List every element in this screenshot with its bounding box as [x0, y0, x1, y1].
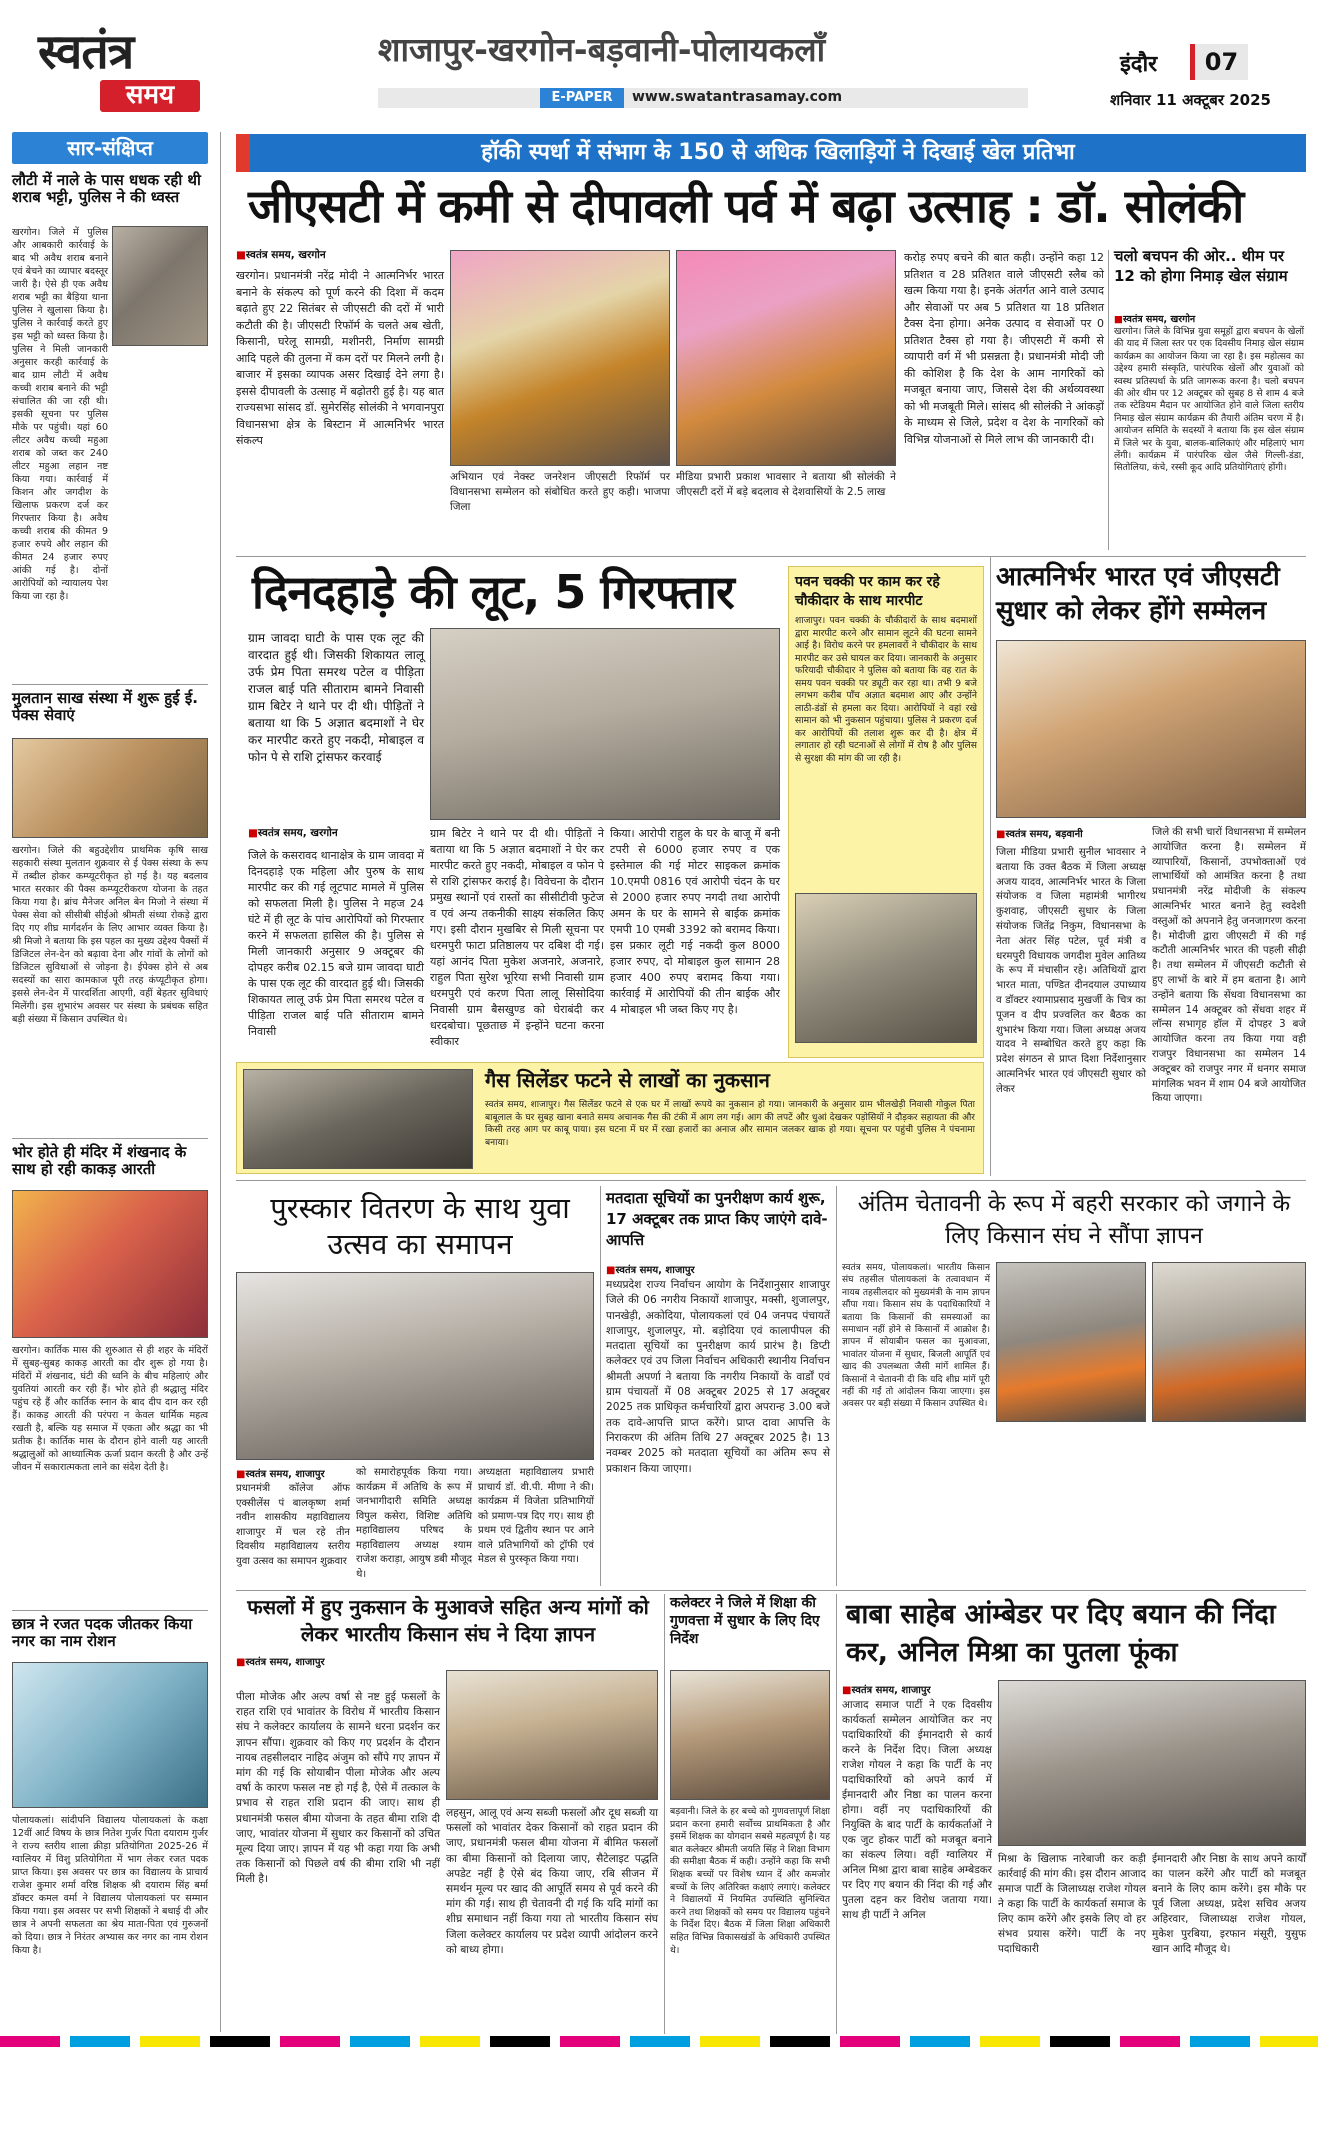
nimad-khel-byline: ■ स्वतंत्र समय, खरगोन [1114, 312, 1195, 325]
fasal-photo [446, 1670, 658, 1800]
sidebar-photo-medal [12, 1662, 208, 1808]
ambedkar-col-2: मिश्रा के खिलाफ नारेबाजी कर कड़ी कार्रवाई की मांग की। इस दौरान आजाद समाज पार्टी के जिलाध्यक्ष राजेश गोयल ने कहा कि पार्टी के कार्यकर्ता समाज के लिए काम करेंगे और इसके लिए वो हर संभव प्रयास करेंगे। पार्टी के नए पदाधिकारी [998, 1853, 1146, 1955]
ambedkar-col-1: आजाद समाज पार्टी ने एक दिवसीय कार्यकर्ता सम्मेलन आयोजित कर नए पदाधिकारियों की ईमानदारी से कार्य करने के निर्देश दिए। जिला अध्यक्ष राजेश गोयल ने कहा कि पार्टी के नए पदाधिकारियों को अपने कार्य में ईमानदारी और निष्ठा का पालन करना होगा। वहीं नए पदाधिकारियों की नियुक्ति के बाद पार्टी के कार्यकर्ताओं ने एक जुट होकर पार्टी को मजबूत बनाने का संकल्प लिया। वहीं ग्वालियर में अनिल मिश्रा द्वारा बाबा साहेब अम्बेडकर पर दिए गए बयान की निंदा की गई और पुतला दहन कर विरोध जताया गया। साथ ही पार्टी ने अनिल [842, 1699, 992, 1921]
lead-photo-rally [676, 250, 896, 466]
power-text: शाजापुर। पवन चक्की के चौकीदारों के साथ बदमाशों द्वारा मारपीट करने और सामान लूटने की घटना सामने आई है। विरोध करने पर हमलावरों ने चौकीदार के साथ मारपीट कर उसे घायल कर दिया। जानकारी के अनुसार फरियादी चौकीदार ने पुलिस को बताया कि वह रात के समय पवन चक्की पर ड्यूटी कर रहा था। तभी 9 बजे लगभग करीब पाँच अज्ञात बदमाश आए और उन्होंने लाठी-डंडों से हमला कर दिया। आरोपियों ने वहां रखे सामान को भी नुकसान पहुंचाया। पुलिस ने प्रकरण दर्ज कर आरोपियों की तलाश शुरू कर दी है। क्षेत्र में लगातार हो रही घटनाओं से लोगों में रोष है और पुलिस से सुरक्षा की मांग की जा रही है। [795, 615, 977, 764]
puraskar-headline: पुरस्कार वितरण के साथ युवा उत्सव का समापन [270, 1191, 570, 1261]
loot-col-3: किया। आरोपी राहुल के घर के बाजू में बनी टपरी से 6000 हजार रुपए व एक इस्तेमाल की गई मोटर साइकल क्रमांक 10.एमपी 0816 एवं आरोपी चंदन के घर से 2000 हजार रुपए नगदी तथा आरोपी अमन के घर के सामने से बाईक क्रमांक एमपी 10 एमबी 3392 को बरामद किया। इस प्रकार लूटी गई नकदी कुल 8000 हजार रुपए, दो मोबाइल कुल सामान 28 हजार 400 रुपए बरामद किया गया। कार्रवाई में आरोपियों की तीन बाईक और 4 मोबाइल भी जब्त किए गए है। [610, 827, 780, 1016]
fasal-byline: ■ स्वतंत्र समय, शाजापुर [236, 1654, 325, 1668]
puraskar-col-2: को समारोहपूर्वक किया गया। कार्यक्रम में अतिथि के रूप में जनभागीदारी समिति अध्यक्ष विपुल कसेरा, विशिष्ट अतिथि महाविद्यालय परिषद के महाविद्यालय अध्यक्ष श्याम राजेश कराड़ा, आयुष डबी मौजूद थे। [356, 1467, 472, 1580]
shiksha-text: बड़वानी। जिले के हर बच्चे को गुणवत्तापूर्ण शिक्षा प्रदान करना हमारी सर्वोच्च प्राथमिकता है और इसमें शिक्षक का योगदान सबसे महत्वपूर्ण है। यह बात कलेक्टर श्रीमती जयति सिंह ने शिक्षा विभाग की समीक्षा बैठक में कही। उन्होंने कहा कि सभी शिक्षक बच्चों पर विशेष ध्यान दें और कमजोर बच्चों के लिए अतिरिक्त कक्षाएं लगाएं। कलेक्टर ने विद्यालयों में नियमित उपस्थिति सुनिश्चित करने तथा शिक्षकों को समय पर विद्यालय पहुंचने के निर्देश दिए। बैठक में जिला शिक्षा अधिकारी सहित विभिन्न विकासखंडों के अधिकारी उपस्थित थे। [670, 1806, 830, 1956]
lead-byline: ■ स्वतंत्र समय, खरगोन [236, 248, 326, 262]
fasal-col-2: लहसुन, आलू एवं अन्य सब्जी फसलों और दूध सब्जी या फसलों को भावांतर देकर किसानों को राहत प्रदान की जाए, प्रधानमंत्री फसल बीमा योजना में बीमित फसलों का बीमा किसानों को दिलाया जाए, सैटेलाइट पद्धति अपडेट नहीं है ऐसे बंद किया जाए, रबि सीजन में समर्थन मूल्य पर खाद की आपूर्ति समय से पूर्व करने की मांग की गई। साथ ही चेतावनी दी गई कि यदि मांगों का शीघ्र समाधान नहीं किया गया तो भारतीय किसान संघ जिला कलेक्टर कार्यालय पर प्रदेश व्यापी आंदोलन करने को बाध्य होगा। [446, 1807, 658, 1956]
matdata-text: मध्यप्रदेश राज्य निर्वाचन आयोग के निर्देशानुसार शाजापुर जिले की 06 नगरीय निकायों शाजापुर, मक्सी, शुजालपुर, पानखेड़ी, अकोदिया, पोलायकलां एवं 04 जनपद पंचायतें शाजापुर, शुजालपुर, मो. बड़ोदिया एवं कालापीपल की मतदाता सूचियों का पुनरीक्षण कार्य प्रारंभ है। डिप्टी कलेक्टर एवं उप जिला निर्वाचन अधिकारी स्थानीय निर्वाचन श्रीमती अपर्णा ने बताया कि नगरीय निकायों के वार्डों एवं ग्राम पंचायतों में 08 अक्टूबर 2025 से 17 अक्टूबर 2025 तक प्राधिकृत कर्मचारियों द्वारा अपरान्ह 3.00 बजे तक दावे-आपत्ति प्राप्त करेंगे। प्राप्त दावा आपत्ति के निराकरण की अंतिम तिथि 27 अक्टूबर 2025 है। 13 नवम्बर 2025 को मतदाता सूचियों का अंतिम रूप से प्रकाशन किया जाएगा। [606, 1279, 830, 1475]
puraskar-col-1: प्रधानमंत्री कॉलेज ऑफ एक्सीलेंस पं बालकृष्ण शर्मा नवीन शासकीय महाविद्यालय शाजापुर में चल रहे तीन दिवसीय महाविद्यालय स्तरीय युवा उत्सव का समापन शुक्रवार [236, 1483, 350, 1567]
nimad-khel-text: खरगोन। जिले के विभिन्न युवा समूहों द्वारा बचपन के खेलों की याद में जिला स्तर पर एक दिवसीय निमाड़ खेल संग्राम कार्यक्रम का आयोजन किया जा रहा है। इस महोत्सव का उद्देश्य हमारी संस्कृति, पारंपरिक खेलों और युवाओं को स्वस्थ प्रतिस्पर्धा के प्रति जागरूक करना है। चलो बचपन की ओर थीम पर 12 अक्टूबर को सुबह 8 से शाम 4 बजे तक स्टेडियम मैदान पर आयोजित होने वाले जिला स्तरीय निमाड़ खेल संग्राम कार्यक्रम की तैयारी अंतिम चरण में है। आयोजन समिति के सदस्यों ने बताया कि इस खेल संग्राम में जिले भर के युवा, बालक-बालिकाएं और महिलाएं भाग लेंगी। कार्यक्रम में पारंपरिक खेल जैसे गिल्ली-डंडा, सितोलिया, कंचे, रस्सी कूद आदि प्रतियोगिताएं होंगी। [1114, 326, 1304, 474]
sidebar-story-1-text: खरगोन। जिले में पुलिस और आबकारी कार्रवाई के बाद भी अवैध शराब बनाने एवं बेचने का व्यापार बदस्तूर जारी है। ऐसे ही एक अवैध शराब भट्टी का बैड़िया थाना पुलिस ने खुलासा किया है। पुलिस ने कार्रवाई करते हुए इस भट्टी को ध्वस्त किया है। पुलिस ने मिली जानकारी अनुसार करही कार्रवाई के बाद ग्राम लौटी में अवैध कच्ची शराब बनाने की भट्टी संचालित की जा रही थी। इसकी सूचना पर पुलिस मौके पर पहुंची। यहां 60 लीटर अवैध कच्ची महुआ शराब को जब्त कर 240 लीटर महुआ लहान नष्ट किया गया। कार्रवाई में किशन और जगदीश के खिलाफ प्रकरण दर्ज कर गिरफ्तार किया है। अवैध कच्ची शराब की कीमत 9 हजार रुपये और लहान की कीमत 24 हजार रुपए आंकी गई है। दोनों आरोपियों को न्यायालय पेश किया जा रहा है। [12, 227, 108, 602]
gas-box [236, 1062, 984, 1174]
kisan-sangh-text: स्वतंत्र समय, पोलायकलां। भारतीय किसान संघ तहसील पोलायकलां के तत्वावधान में नायब तहसीलदार को मुख्यमंत्री के नाम ज्ञापन सौंपा गया। किसान संघ के पदाधिकारियों ने बताया कि किसानों की समस्याओं का समाधान नहीं होने से किसानों में आक्रोश है। ज्ञापन में सोयाबीन फसल का मुआवजा, भावांतर योजना में सुधार, बिजली आपूर्ति एवं खाद की उपलब्धता जैसी मांगें शामिल हैं। किसानों ने चेतावनी दी कि यदि शीघ्र मांगें पूरी नहीं की गईं तो आंदोलन किया जाएगा। इस अवसर पर बड़ी संख्या में किसान उपस्थित थे। [842, 1263, 990, 1410]
ambedkar-headline: बाबा साहेब आंम्बेडर पर दिए बयान की निंदा कर, अनिल मिश्रा का पुतला फूंका [846, 1599, 1276, 1668]
matdata-headline: मतदाता सूचियों का पुनरीक्षण कार्य शुरू, 17 अक्टूबर तक प्राप्त किए जाएंगे दावे-आपत्ति [606, 1189, 828, 1249]
lead-text-1: खरगोन। प्रधानमंत्री नरेंद्र मोदी ने आत्मनिर्भर भारत बनाने के संकल्प को पूर्ण करने की दिशा में कदम बढ़ाते हुए 22 सितंबर से जीएसटी की दरों में भारी कटौती की है। जीएसटी रिफॉर्म के चलते अब खेती, किसानी, घरेलू सामग्री, मशीनरी, निर्माण सामग्री आदि पहले की तुलना में कम दरों पर मिलने लगी है। बाजार में इसका व्यापक असर दिखाई देने लगा है। इससे दीपावली के उत्साह में बढ़ोतरी हुई है। यह बात राज्यसभा सांसद डॉ. सुमेरसिंह सोलंकी ने भगवानपुरा विधानसभा क्षेत्र के बिस्टान में आत्मनिर्भर भारत संकल्प [236, 269, 444, 447]
power-headline: पवन चक्की पर काम कर रहे चौकीदार के साथ मारपीट [795, 574, 940, 609]
loot-deck: ग्राम जावदा घाटी के पास एक लूट की वारदात हुई थी। जिसकी शिकायत लालू उर्फ प्रेम पिता समरथ पटेल व पीड़िता राजल बाई पति सीताराम बामने निवासी ग्राम बिटेर ने थाने पर दी थी। पीड़ितों ने बताया था कि 5 अज्ञात बदमाशों ने घेर कर मारपीट करते हुए नकदी, मोबाइल व फोन पे से राशि ट्रांसफर करवाई [248, 631, 424, 764]
logo[interactable] [38, 26, 208, 116]
sammelan-byline: ■ स्वतंत्र समय, बड़वानी [996, 826, 1083, 840]
epaper-label: E-PAPER [540, 88, 624, 108]
sidebar [12, 132, 208, 2032]
lead-caption-1: अभियान एवं नेक्स्ट जनरेशन जीएसटी रिफॉर्म पर विधानसभा सम्मेलन को संबोधित करते हुए कही। भाजपा जिला [450, 471, 670, 513]
puraskar-photo [236, 1272, 594, 1460]
puraskar-col-3: अध्यक्षता महाविद्यालय प्रभारी प्राचार्य डॉ. वी.पी. मीणा ने की। कार्यक्रम में विजेता प्रतिभागियों को प्रमाण-पत्र दिए गए। साथ ही प्रथम एवं द्वितीय स्थान पर आने वाले प्रतिभागियों को ट्रॉफी एवं मेडल से पुरस्कृत किया गया। [478, 1467, 594, 1565]
power-photo [795, 893, 977, 1043]
sidebar-story-1-head: लौटी में नाले के पास धधक रही थी शराब भट्टी, पुलिस ने की ध्वस्त [12, 171, 201, 207]
ambedkar-photo [998, 1680, 1306, 1846]
sidebar-title: सार-संक्षिप्त [12, 132, 208, 164]
sammelan-headline: आत्मनिर्भर भारत एवं जीएसटी सुधार को लेकर होंगे सम्मेलन [996, 562, 1280, 626]
power-box [788, 566, 984, 1058]
puraskar-byline: ■ स्वतंत्र समय, शाजापुर [236, 1466, 325, 1480]
lead-text-2: करोड़ रुपए बचने की बात कही। उन्होंने कहा 12 प्रतिशत व 28 प्रतिशत वाले जीएसटी स्लैब को खत्म किया गया है। इनके अंतर्गत आने वाले उत्पाद और सेवाओं पर अब 5 प्रतिशत या 18 प्रतिशत टैक्स देना होगा। अनेक उत्पाद व सेवाओं पर 0 प्रतिशत टैक्स हो गया है। जीएसटी में कमी से व्यापारी वर्ग में भी प्रसन्नता है। प्रधानमंत्री मोदी जी की कोशिश है कि देश के आम नागरिकों को मजबूत बनाया जाए, जिससे देश की अर्थव्यवस्था को भी मजबूती मिले। सांसद श्री सोलंकी ने आंकड़ों के माध्यम से जिले, प्रदेश व देश के नागरिकों को विभिन्न योजनाओं से मिले लाभ की जानकारी दी। [904, 251, 1104, 446]
lead-headline: जीएसटी में कमी से दीपावली पर्व में बढ़ा उत्साह : डॉ. सोलंकी [248, 179, 1244, 233]
city-label: इंदौर [1120, 52, 1158, 77]
page-number: 07 [1190, 44, 1248, 80]
lead-photo-speaker [450, 250, 670, 466]
shiksha-photo [670, 1670, 830, 1800]
sidebar-photo-liquor [112, 226, 208, 346]
hockey-banner-text: हॉकी स्पर्धा में संभाग के 150 से अधिक खिलाड़ियों ने दिखाई खेल प्रतिभा [481, 140, 1075, 165]
registration-strip [0, 2036, 1318, 2047]
loot-photo-accused [430, 628, 780, 820]
matdata-byline: ■ स्वतंत्र समय, शाजापुर [606, 1262, 695, 1276]
shiksha-headline: कलेक्टर ने जिले में शिक्षा की गुणवत्ता में सुधार के लिए दिए निर्देश [670, 1595, 820, 1647]
gas-photo [243, 1069, 473, 1169]
logo-top: स्वतंत्र [38, 24, 134, 80]
loot-col-1: जिले के कसरावद थानाक्षेत्र के ग्राम जावदा में दिनदहाड़े एक महिला और पुरुष के साथ मारपीट कर की गई लूटपाट मामले में पुलिस को सफलता मिली है। पुलिस ने महज 24 घंटे में ही लूट के पांच आरोपियों को गिरफ्तार करने में सफलता हासिल की है। पुलिस से मिली जानकारी अनुसार 9 अक्टूबर की दोपहर करीब 02.15 बजे ग्राम जावदा घाटी के पास एक लूट की वारदात हुई थी। जिसकी शिकायत लालू उर्फ प्रेम पिता समरथ पटेल व पीड़िता राजल बाई पति सीताराम बामने निवासी [248, 849, 424, 1038]
sammelan-col-2: जिले की सभी चारों विधानसभा में सम्मेलन आयोजित करना है। सम्मेलन में व्यापारियों, किसानों, उपभोक्ताओं एवं लाभार्थियों को आमंत्रित करना है तथा प्रधानमंत्री नरेंद्र मोदीजी के संकल्प आत्मनिर्भर भारत बनाने हेतु स्वदेशी वस्तुओं को अपनाने हेतु जनजागरण करना है। मोदीजी द्वारा जीएसटी में की गई कटौती आत्मनिर्भर भारत की पहली सीढ़ी है। तथा सम्मेलन में जीएसटी कटौती से हुए लाभों के बारे में हम बताना है। आगे उन्होंने बताया कि सेंधवा विधानसभा का सम्मेलन 14 अक्टूबर को सेंधवा शहर में लॉन्स सभागृह हॉल में दोपहर 3 बजे आयोजित करना तय किया गया वही राजपुर विधानसभा का सम्मेलन 14 अक्टूबर को राजपुर नगर में धनगर समाज मांगलिक भवन में शाम 04 बजे आयोजित किया जाएगा। [1152, 827, 1306, 1105]
sidebar-story-3-head: भोर होते ही मंदिर में शंखनाद के साथ हो रही काकड़ आरती [12, 1143, 187, 1179]
sidebar-story-1-overflow [12, 348, 208, 688]
loot-col-2: ग्राम बिटेर ने थाने पर दी थी। पीड़ितों ने बताया था कि 5 अज्ञात बदमाशों ने घेर कर मारपीट करते हुए नकदी, मोबाइल व फोन पे से राशि ट्रांसफर कराई है। विवेचना के दौरान प्रमुख स्थानों एवं रास्तों का सीसीटीवी फुटेज व एवं अन्य तकनीकी साक्ष्य संकलित किए गए। इसी दौरान मुखबिर से मिली सूचना पर धरमपुरी फाटा प्रतिष्ठालय पर दबिश दी गई। यहां आनंद पिता मुकेश अजनारे, अजनारे, राहुल पिता सुरेश भूरिया सभी निवासी ग्राम धरमपुरी एवं करण पिता लालू सिसोदिया निवासी ग्राम बैसखुण्ड को घेराबंदी कर धरदबोचा। पूछताछ में इन्होंने घटना करना स्वीकार [430, 827, 604, 1048]
sammelan-photo [996, 640, 1306, 818]
sidebar-story-2-head: मुलतान साख संस्था में शुरू हुई ई. पेक्स सेवाएं [12, 689, 198, 725]
sidebar-photo-epacs [12, 738, 208, 838]
loot-byline: ■ स्वतंत्र समय, खरगोन [248, 826, 338, 840]
sidebar-story-2-text: खरगोन। जिले की बहुउद्देशीय प्राथमिक कृषि साख सहकारी संस्था मुलतान शुक्रवार से ई पेक्स संस्था के रूप में तब्दील होकर कम्प्यूटरीकृत हो गई है। यह बदलाव भारत सरकार की पैक्स कम्प्यूटरीकरण योजना के तहत किया गया है। ब्रांच मैनेजर अनिल बेन मिजो ने संस्था में पेक्स सेवा को सीसीबी सीईओ श्रीमती संध्या रोकड़े द्वारा दिए गए शीघ्र मार्गदर्शन के लिए आभार व्यक्त किया है। श्री मिजो ने बताया कि इस पहल का मुख्य उद्देश्य पैक्सों में डिजिटल लेन-देन को बढ़ावा देना और गांवों के लोगों को डिजिटल सुविधाओं से जोड़ना है। ईपेक्स होने से अब सदस्यों का सारा कामकाज पूरी तरह कंप्यूटीकृत होगा। इससे लेन-देन में पारदर्शिता आएगी, वहीं बेहतर सुविधाएं मिलेंगी। इस शुभारंभ अवसर पर संस्था के प्रबंधक सहित बड़ी संख्या में किसान उपस्थित थे। [12, 845, 208, 1025]
kisan-sangh-text-2 [842, 1426, 1306, 1582]
kisan-sangh-photo-2 [1152, 1262, 1306, 1422]
sammelan-col-1: जिला मीडिया प्रभारी सुनील भावसार ने बताया कि उक्त बैठक में जिला अध्यक्ष अजय यादव, आत्मनिर्भर भारत के जिला संयोजक व जिला महामंत्री भागीरथ कुशवाह, जीएसटी सुधार के जिला संयोजक जितेंद्र निकुम, विधानसभा के नेता अंतर सिंह पटेल, पूर्व मंत्री व धरमपुरी विधायक जगदीश मुवेल आतिथ्य के रूप में मंचासीन रहे। अतिथियों द्वारा भारत माता, पण्डित दीनदयाल उपाध्याय व डॉक्टर श्यामाप्रसाद मुखर्जी के चित्र का पूजन व दीप प्रज्वलित कर बैठक का शुभारंभ किया गया। जिला अध्यक्ष अजय यादव ने सम्बोधित करते हुए कहा कि प्रदेश संगठन से प्राप्त दिशा निर्देशानुसार आत्मनिर्भर भारत एवं जीएसटी सुधार को लेकर [996, 847, 1146, 1095]
fasal-headline: फसलों में हुए नुकसान के मुआवजे सहित अन्य मांगों को लेकर भारतीय किसान संघ ने दिया ज्ञापन [247, 1595, 649, 1646]
edition-title: शाजापुर-खरगोन-बड़वानी-पोलायकलाँ [378, 30, 826, 69]
sidebar-story-3-text: खरगोन। कार्तिक मास की शुरुआत से ही शहर के मंदिरों में सुबह-सुबह काकड़ आरती का दौर शुरू हो गया है। मंदिरों में शंखनाद, घंटी की ध्वनि के बीच महिलाएं और युवतियां आरती कर रही हैं। भोर होते ही श्रद्धालु मंदिर पहुंच रहे हैं और कार्तिक स्नान के बाद दीप दान कर रही हैं। काकड़ आरती की परंपरा न केवल धार्मिक महत्व रखती है, बल्कि यह समाज में एकता और श्रद्धा का भी प्रतीक है। कार्तिक मास के दौरान होने वाली यह आरती श्रद्धालुओं को आध्यात्मिक ऊर्जा प्रदान करती है और उन्हें जीवन में सकारात्मकता लाने का संदेश देती है। [12, 1345, 208, 1473]
fasal-col-1: पीला मोजेक और अल्प वर्षा से नष्ट हुई फसलों के राहत राशि एवं भावांतर के विरोध में भारतीय किसान संघ ने कलेक्टर कार्यालय के सामने धरना प्रदर्शन कर ज्ञापन सौंपा। शुक्रवार को किए गए प्रदर्शन के दौरान नायब तहसीलदार नाहिद अंजुम को सौंपे गए ज्ञापन में मांग की गई कि सोयाबीन पीला मोजेक और अल्प वर्षा के कारण फसल नष्ट हो गई है, ऐसे में तत्काल के प्रभाव से राहत राशि प्रदान की जाए। साथ ही प्रधानमंत्री फसल बीमा योजना के तहत बीमा राशि दी जाए, भावांतर योजना में सुधार कर किसानों को उचित मूल्य दिया जाए। ज्ञापन में यह भी कहा गया कि अभी तक किसानों को पिछले वर्ष की बीमा राशि भी नहीं मिली है। [236, 1691, 440, 1886]
issue-date: शनिवार 11 अक्टूबर 2025 [1110, 91, 1271, 109]
gas-headline: गैस सिलेंडर फटने से लाखों का नुकसान [485, 1068, 770, 1092]
kisan-sangh-headline: अंतिम चेतावनी के रूप में बहरी सरकार को जगाने के लिए किसान संघ ने सौंपा ज्ञापन [857, 1191, 1291, 1249]
sidebar-story-4-head: छात्र ने रजत पदक जीतकर किया नगर का नाम रोशन [12, 1615, 193, 1651]
loot-headline: दिनदहाड़े की लूट, 5 गिरफ्तार [252, 565, 734, 619]
hockey-banner [236, 134, 1306, 172]
kisan-sangh-photo-1 [996, 1262, 1146, 1422]
sidebar-photo-aarti [12, 1190, 208, 1338]
ambedkar-col-3: ईमानदारी और निष्ठा के साथ अपने कार्यों का पालन करेंगे और पार्टी को मजबूत बनाने के लिए काम करेंगे। इस मौके पर पूर्व जिला अध्यक्ष, प्रदेश सचिव अजय अहिरवार, जिलाध्यक्ष राजेश गोयल, मुकेश पुरबिया, इरफान मंसूरी, युसुफ खान आदि मौजूद थे। [1152, 1853, 1306, 1955]
website-link[interactable]: www.swatantrasamay.com [632, 89, 843, 105]
ambedkar-byline: ■ स्वतंत्र समय, शाजापुर [842, 1682, 931, 1696]
logo-bottom: समय [125, 80, 175, 110]
sidebar-story-4-text: पोलायकलां। सांदीपनि विद्यालय पोलायकलां के कक्षा 12वीं आर्ट विषय के छात्र नितेश गुर्जर पिता दयाराम गुर्जर ने राज्य स्तरीय शाला क्रीड़ा प्रतियोगिता 2025-26 में ग्वालियर में विशु प्रतियोगिता में भाग लेकर रजत पदक प्राप्त किया। इस अवसर पर छात्र का विद्यालय के प्राचार्य राजेश कुमार शर्मा वरिष्ठ शिक्षक श्री दयाराम सिंह बर्मा डॉक्टर कमल वर्मा ने विद्यालय पोलायकलां पर सम्मान किया गया। इस अवसर पर सभी शिक्षकों ने बधाई दी और छात्र ने अपनी सफलता का श्रेय माता-पिता एवं गुरुजनों को दिया। छात्र ने निरंतर अभ्यास कर नगर का नाम रोशन किया है। [12, 1815, 208, 1956]
lead-caption-2: मीडिया प्रभारी प्रकाश भावसार ने बताया श्री सोलंकी ने जीएसटी दरों में बड़े बदलाव से देशवासियों के 2.5 लाख [676, 471, 896, 498]
nimad-khel-headline: चलो बचपन की ओर.. थीम पर 12 को होगा निमाड़ खेल संग्राम [1114, 247, 1288, 285]
masthead [0, 0, 1318, 118]
gas-text: स्वतंत्र समय, शाजापुर। गैस सिलेंडर फटने से एक घर में लाखों रूपये का नुकसान हो गया। जानकारी के अनुसार ग्राम भीलखेड़ी निवासी गोकुल पिता बाबूलाल के घर सुबह खाना बनाते समय अचानक गैस की टंकी में आग लग गई। आग की लपटें और धुआं देखकर पड़ोसियों ने दौड़कर सहायता की और किसी तरह आग पर काबू पाया। इस घटना में घर में रखा हजारों का अनाज और सामान जलकर खाक हो गया। सूचना पर पहुंची पुलिस ने पंचनामा बनाया। [485, 1100, 975, 1148]
